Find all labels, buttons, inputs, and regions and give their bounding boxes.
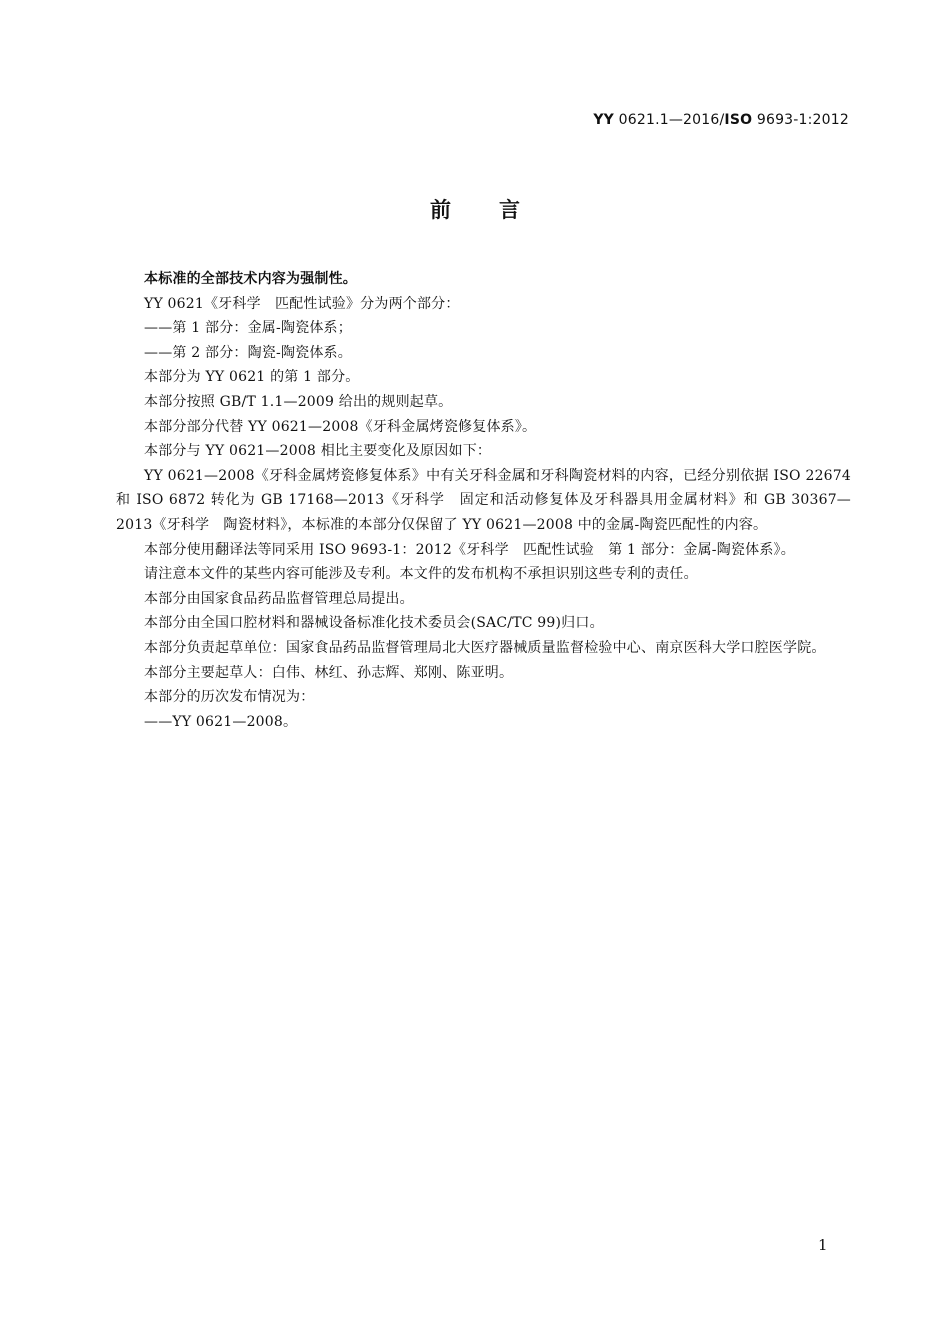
header-code-part: 9693-1:2012 (752, 112, 849, 128)
paragraph: 本部分与 YY 0621—2008 相比主要变化及原因如下： (144, 443, 492, 460)
title-char: 前 (430, 198, 451, 222)
page-title (0, 194, 950, 224)
page-number: 1 (818, 1236, 828, 1254)
paragraph: 本部分由国家食品药品监督管理总局提出。 (144, 590, 414, 607)
paragraph: ——YY 0621—2008。 (144, 713, 298, 730)
paragraph: YY 0621—2008《牙科金属烤瓷修复体系》中有关牙科金属和牙科陶瓷材料的内容，已经分别依据 ISO 22674 和 ISO 6872 转化为 GB 17168—2013《牙科学 固定和活动修复体及牙科器具用金属材料》和 GB 30367—2013《牙科学 陶瓷材料》，本标准的本部分仅保留了 YY 0621—2008 中的金属-陶瓷匹配性的内容。 (116, 467, 851, 533)
paragraph: 本部分部分代替 YY 0621—2008《牙科金属烤瓷修复体系》。 (144, 418, 537, 435)
paragraph: 本标准的全部技术内容为强制性。 (144, 271, 357, 287)
paragraph: 本部分主要起草人：白伟、林红、孙志辉、郑刚、陈亚明。 (144, 664, 514, 681)
paragraph: YY 0621《牙科学 匹配性试验》分为两个部分： (144, 295, 460, 312)
paragraph: 请注意本文件的某些内容可能涉及专利。本文件的发布机构不承担识别这些专利的责任。 (144, 566, 698, 583)
paragraph: 本部分按照 GB/T 1.1—2009 给出的规则起草。 (144, 393, 453, 410)
paragraph: 本部分的历次发布情况为： (144, 689, 315, 706)
paragraph: 本部分由全国口腔材料和器械设备标准化技术委员会(SAC/TC 99)归口。 (144, 615, 604, 632)
standard-code-header (593, 112, 849, 128)
paragraph: ——第 2 部分：陶瓷-陶瓷体系。 (144, 344, 352, 361)
title-char: 言 (499, 198, 520, 222)
paragraph: ——第 1 部分：金属-陶瓷体系； (144, 320, 352, 337)
header-code-part: 0621.1—2016/ (614, 112, 725, 128)
foreword-body (116, 267, 851, 734)
paragraph: 本部分为 YY 0621 的第 1 部分。 (144, 369, 360, 386)
header-code-part: YY (593, 112, 615, 128)
paragraph: 本部分使用翻译法等同采用 ISO 9693-1：2012《牙科学 匹配性试验 第 1 部分：金属-陶瓷体系》。 (144, 541, 795, 558)
header-code-part: ISO (724, 112, 753, 128)
paragraph: 本部分负责起草单位：国家食品药品监督管理局北大医疗器械质量监督检验中心、南京医科大学口腔医学院。 (144, 639, 826, 656)
